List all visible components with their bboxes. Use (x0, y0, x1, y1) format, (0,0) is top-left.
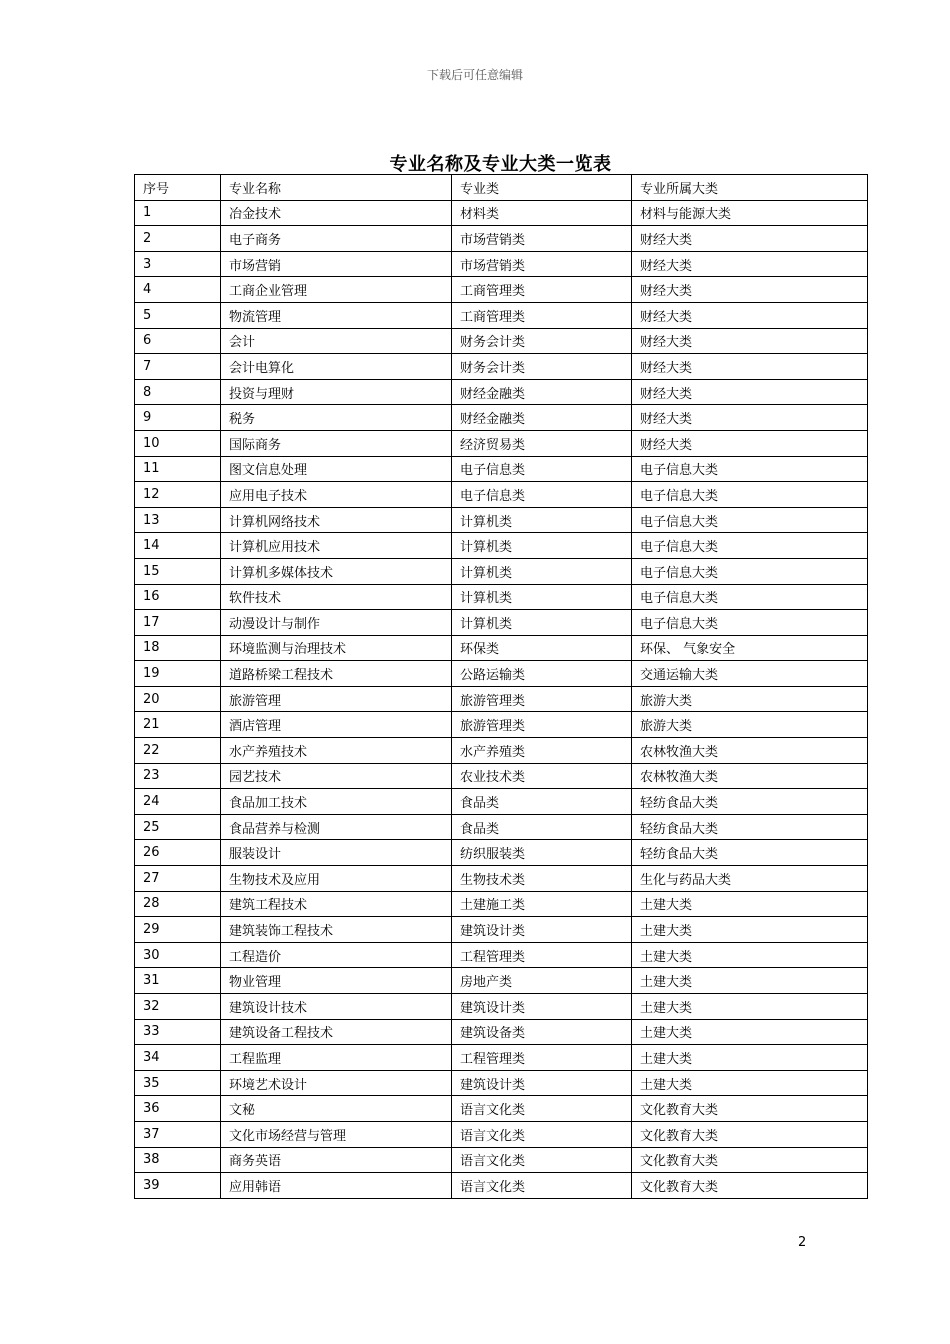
page-header: 下载后可任意编辑 (426, 68, 523, 82)
cell-major-name: 电子商务 (221, 226, 452, 252)
cell-index: 15 (135, 558, 221, 584)
cell-major-name: 道路桥梁工程技术 (221, 661, 452, 687)
cell-major-category: 财经金融类 (452, 405, 632, 431)
cell-major-group: 文化教育大类 (632, 1121, 868, 1147)
cell-index: 29 (135, 917, 221, 943)
cell-major-category: 计算机类 (452, 610, 632, 636)
table-row (135, 866, 868, 892)
table-row (135, 302, 868, 328)
cell-major-name: 建筑设计技术 (221, 994, 452, 1020)
cell-major-name: 旅游管理 (221, 686, 452, 712)
cell-major-name: 食品加工技术 (221, 789, 452, 815)
page-number: 2 (798, 1235, 807, 1250)
cell-major-category: 电子信息类 (452, 482, 632, 508)
cell-index: 30 (135, 942, 221, 968)
cell-major-group: 电子信息大类 (632, 456, 868, 482)
cell-major-category: 建筑设计类 (452, 1070, 632, 1096)
cell-index: 11 (135, 456, 221, 482)
table-row (135, 354, 868, 380)
table-body (135, 200, 868, 1198)
table-row (135, 1019, 868, 1045)
table-row (135, 942, 868, 968)
cell-major-group: 土建大类 (632, 1070, 868, 1096)
cell-index: 28 (135, 891, 221, 917)
cell-major-category: 市场营销类 (452, 251, 632, 277)
cell-major-group: 土建大类 (632, 891, 868, 917)
cell-index: 34 (135, 1045, 221, 1071)
cell-major-category: 旅游管理类 (452, 686, 632, 712)
cell-major-name: 软件技术 (221, 584, 452, 610)
cell-major-group: 农林牧渔大类 (632, 763, 868, 789)
cell-index: 6 (135, 328, 221, 354)
table-row (135, 328, 868, 354)
cell-major-name: 物业管理 (221, 968, 452, 994)
cell-major-category: 水产养殖类 (452, 738, 632, 764)
cell-major-name: 图文信息处理 (221, 456, 452, 482)
cell-index: 39 (135, 1173, 221, 1199)
document-title: 专业名称及专业大类一览表 (389, 154, 612, 175)
cell-major-category: 工商管理类 (452, 277, 632, 303)
table-row (135, 379, 868, 405)
cell-index: 20 (135, 686, 221, 712)
cell-major-category: 材料类 (452, 200, 632, 226)
cell-index: 21 (135, 712, 221, 738)
cell-major-group: 旅游大类 (632, 712, 868, 738)
cell-major-name: 计算机多媒体技术 (221, 558, 452, 584)
cell-major-category: 计算机类 (452, 533, 632, 559)
table-row (135, 891, 868, 917)
cell-major-group: 财经大类 (632, 354, 868, 380)
cell-major-category: 环保类 (452, 635, 632, 661)
cell-major-name: 应用韩语 (221, 1173, 452, 1199)
cell-major-name: 环境监测与治理技术 (221, 635, 452, 661)
cell-major-group: 电子信息大类 (632, 610, 868, 636)
table-row (135, 584, 868, 610)
cell-major-group: 财经大类 (632, 277, 868, 303)
cell-major-group: 财经大类 (632, 328, 868, 354)
column-header-major-category: 专业类 (452, 175, 632, 201)
cell-index: 8 (135, 379, 221, 405)
cell-major-category: 房地产类 (452, 968, 632, 994)
table-row (135, 558, 868, 584)
cell-major-group: 电子信息大类 (632, 482, 868, 508)
cell-index: 22 (135, 738, 221, 764)
table-row (135, 1121, 868, 1147)
cell-index: 19 (135, 661, 221, 687)
cell-major-category: 旅游管理类 (452, 712, 632, 738)
table-row (135, 738, 868, 764)
cell-major-name: 会计电算化 (221, 354, 452, 380)
cell-major-group: 电子信息大类 (632, 558, 868, 584)
cell-major-category: 土建施工类 (452, 891, 632, 917)
table-row (135, 482, 868, 508)
cell-index: 36 (135, 1096, 221, 1122)
cell-major-group: 财经大类 (632, 430, 868, 456)
cell-major-group: 土建大类 (632, 917, 868, 943)
cell-major-name: 生物技术及应用 (221, 866, 452, 892)
table-row (135, 814, 868, 840)
cell-major-category: 电子信息类 (452, 456, 632, 482)
cell-major-category: 语言文化类 (452, 1147, 632, 1173)
cell-major-group: 土建大类 (632, 1045, 868, 1071)
cell-index: 37 (135, 1121, 221, 1147)
cell-index: 4 (135, 277, 221, 303)
cell-major-group: 土建大类 (632, 994, 868, 1020)
table-row (135, 968, 868, 994)
cell-major-group: 材料与能源大类 (632, 200, 868, 226)
cell-major-category: 财经金融类 (452, 379, 632, 405)
cell-major-name: 市场营销 (221, 251, 452, 277)
cell-index: 2 (135, 226, 221, 252)
cell-index: 18 (135, 635, 221, 661)
cell-major-group: 土建大类 (632, 968, 868, 994)
cell-major-group: 财经大类 (632, 251, 868, 277)
majors-table (134, 174, 868, 1199)
table-row (135, 686, 868, 712)
cell-index: 23 (135, 763, 221, 789)
cell-major-group: 轻纺食品大类 (632, 840, 868, 866)
cell-major-group: 土建大类 (632, 942, 868, 968)
column-header-major-name: 专业名称 (221, 175, 452, 201)
cell-major-group: 环保、 气象安全 (632, 635, 868, 661)
table-row (135, 200, 868, 226)
cell-major-category: 经济贸易类 (452, 430, 632, 456)
table-row (135, 277, 868, 303)
table-row (135, 635, 868, 661)
cell-major-name: 工程监理 (221, 1045, 452, 1071)
table-row (135, 1045, 868, 1071)
cell-major-name: 会计 (221, 328, 452, 354)
cell-major-group: 电子信息大类 (632, 584, 868, 610)
table-row (135, 763, 868, 789)
cell-major-name: 文化市场经营与管理 (221, 1121, 452, 1147)
cell-major-category: 语言文化类 (452, 1173, 632, 1199)
cell-major-name: 建筑设备工程技术 (221, 1019, 452, 1045)
cell-major-name: 环境艺术设计 (221, 1070, 452, 1096)
cell-major-group: 文化教育大类 (632, 1147, 868, 1173)
cell-major-group: 轻纺食品大类 (632, 789, 868, 815)
cell-major-category: 财务会计类 (452, 354, 632, 380)
cell-major-category: 工商管理类 (452, 302, 632, 328)
cell-major-name: 建筑工程技术 (221, 891, 452, 917)
cell-major-category: 建筑设计类 (452, 917, 632, 943)
cell-index: 26 (135, 840, 221, 866)
table-row (135, 789, 868, 815)
cell-major-name: 酒店管理 (221, 712, 452, 738)
cell-index: 14 (135, 533, 221, 559)
cell-major-group: 财经大类 (632, 405, 868, 431)
cell-major-name: 服装设计 (221, 840, 452, 866)
cell-major-group: 文化教育大类 (632, 1096, 868, 1122)
cell-major-group: 旅游大类 (632, 686, 868, 712)
cell-major-name: 园艺技术 (221, 763, 452, 789)
table-row (135, 610, 868, 636)
cell-major-group: 财经大类 (632, 226, 868, 252)
cell-index: 16 (135, 584, 221, 610)
cell-index: 25 (135, 814, 221, 840)
cell-index: 7 (135, 354, 221, 380)
cell-major-category: 建筑设备类 (452, 1019, 632, 1045)
table-row (135, 251, 868, 277)
cell-index: 9 (135, 405, 221, 431)
cell-index: 10 (135, 430, 221, 456)
cell-major-group: 财经大类 (632, 379, 868, 405)
cell-index: 35 (135, 1070, 221, 1096)
table-row (135, 1147, 868, 1173)
cell-major-category: 工程管理类 (452, 942, 632, 968)
cell-major-category: 生物技术类 (452, 866, 632, 892)
cell-major-name: 文秘 (221, 1096, 452, 1122)
table-row (135, 994, 868, 1020)
cell-index: 38 (135, 1147, 221, 1173)
cell-major-category: 计算机类 (452, 558, 632, 584)
table-row (135, 456, 868, 482)
column-header-index: 序号 (135, 175, 221, 201)
cell-major-category: 食品类 (452, 789, 632, 815)
cell-major-name: 国际商务 (221, 430, 452, 456)
column-header-major-group: 专业所属大类 (632, 175, 868, 201)
cell-major-name: 投资与理财 (221, 379, 452, 405)
table-row (135, 507, 868, 533)
cell-major-name: 工程造价 (221, 942, 452, 968)
cell-index: 3 (135, 251, 221, 277)
cell-major-category: 市场营销类 (452, 226, 632, 252)
cell-major-name: 商务英语 (221, 1147, 452, 1173)
table-row (135, 1096, 868, 1122)
table-row (135, 1070, 868, 1096)
cell-major-category: 建筑设计类 (452, 994, 632, 1020)
table-row (135, 405, 868, 431)
table-row (135, 1173, 868, 1199)
cell-major-group: 轻纺食品大类 (632, 814, 868, 840)
table-row (135, 917, 868, 943)
cell-major-category: 农业技术类 (452, 763, 632, 789)
cell-major-name: 冶金技术 (221, 200, 452, 226)
cell-major-name: 动漫设计与制作 (221, 610, 452, 636)
table-header (135, 175, 868, 201)
cell-index: 5 (135, 302, 221, 328)
cell-index: 27 (135, 866, 221, 892)
cell-major-category: 计算机类 (452, 584, 632, 610)
cell-index: 1 (135, 200, 221, 226)
cell-index: 24 (135, 789, 221, 815)
table-row (135, 430, 868, 456)
table-row (135, 712, 868, 738)
table-row (135, 661, 868, 687)
cell-major-name: 税务 (221, 405, 452, 431)
cell-major-group: 文化教育大类 (632, 1173, 868, 1199)
cell-major-category: 食品类 (452, 814, 632, 840)
cell-index: 13 (135, 507, 221, 533)
cell-major-name: 建筑装饰工程技术 (221, 917, 452, 943)
cell-major-name: 水产养殖技术 (221, 738, 452, 764)
cell-major-name: 食品营养与检测 (221, 814, 452, 840)
cell-major-group: 农林牧渔大类 (632, 738, 868, 764)
table-row (135, 226, 868, 252)
cell-major-name: 工商企业管理 (221, 277, 452, 303)
cell-major-name: 计算机网络技术 (221, 507, 452, 533)
cell-major-name: 物流管理 (221, 302, 452, 328)
cell-major-group: 生化与药品大类 (632, 866, 868, 892)
cell-major-group: 财经大类 (632, 302, 868, 328)
cell-major-category: 财务会计类 (452, 328, 632, 354)
cell-index: 17 (135, 610, 221, 636)
cell-major-category: 语言文化类 (452, 1096, 632, 1122)
cell-major-group: 电子信息大类 (632, 533, 868, 559)
cell-index: 33 (135, 1019, 221, 1045)
cell-major-group: 电子信息大类 (632, 507, 868, 533)
cell-major-name: 应用电子技术 (221, 482, 452, 508)
table-row (135, 840, 868, 866)
cell-major-category: 工程管理类 (452, 1045, 632, 1071)
cell-index: 31 (135, 968, 221, 994)
cell-major-category: 纺织服装类 (452, 840, 632, 866)
cell-index: 12 (135, 482, 221, 508)
cell-major-category: 语言文化类 (452, 1121, 632, 1147)
cell-major-group: 交通运输大类 (632, 661, 868, 687)
cell-major-group: 土建大类 (632, 1019, 868, 1045)
cell-index: 32 (135, 994, 221, 1020)
table-header-row (135, 175, 868, 201)
cell-major-name: 计算机应用技术 (221, 533, 452, 559)
cell-major-category: 公路运输类 (452, 661, 632, 687)
table-row (135, 533, 868, 559)
cell-major-category: 计算机类 (452, 507, 632, 533)
